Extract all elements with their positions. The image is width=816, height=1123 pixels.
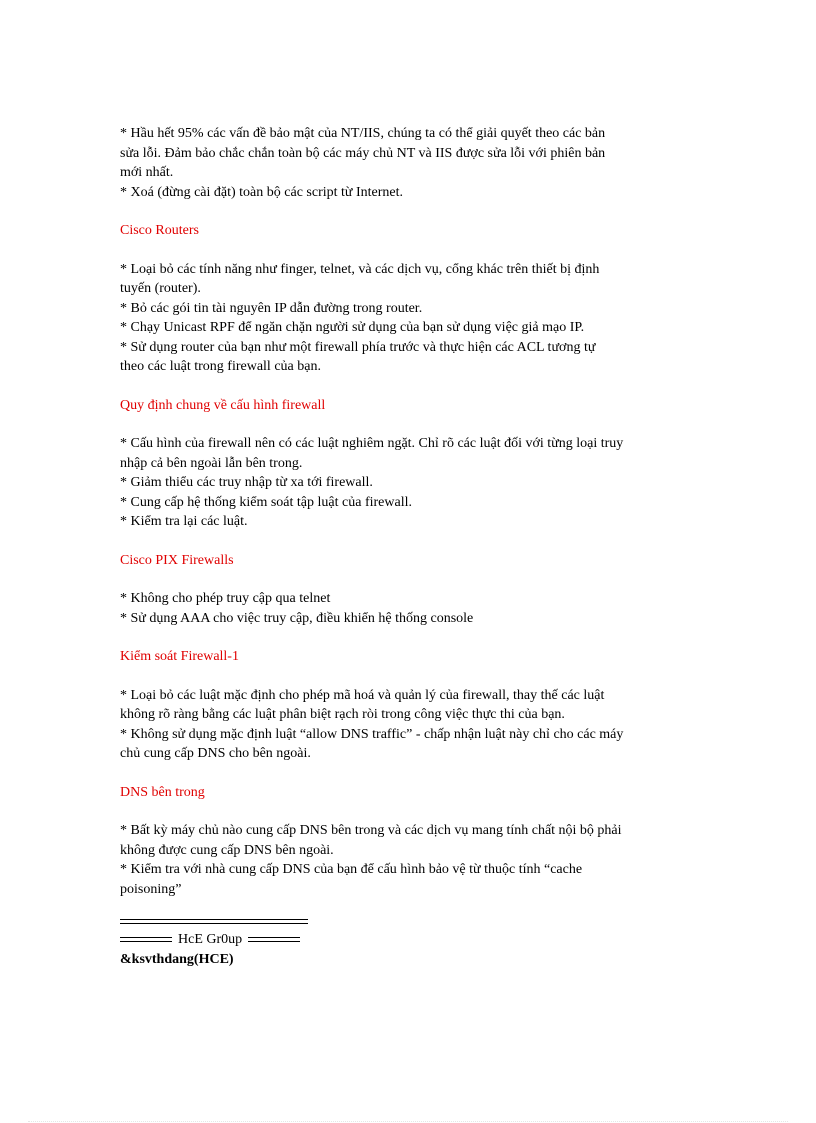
text-line: * Không cho phép truy cập qua telnet — [120, 591, 331, 606]
signature-block — [120, 919, 710, 969]
section-heading-internal-dns: DNS bên trong — [120, 784, 205, 800]
text-line: poisoning” — [120, 881, 182, 897]
section-heading-cisco-routers: Cisco Routers — [120, 223, 199, 238]
author-name: &ksvthdang(HCE) — [120, 951, 234, 967]
text-line: * Cung cấp hệ thống kiểm soát tập luật của firewall. — [120, 494, 412, 510]
text-line: * Hầu hết 95% các vấn đề bảo mật của NT/IIS, chúng ta có thể giải quyết theo các bản — [120, 126, 606, 141]
intro-paragraph — [120, 124, 710, 202]
text-line: * Bất kỳ máy chủ nào cung cấp DNS bên trong và các dịch vụ mang tính chất nội bộ phải — [120, 823, 622, 838]
document-body — [120, 124, 710, 969]
section-heading-firewall-1: Kiểm soát Firewall-1 — [120, 649, 239, 664]
section-body-cisco-routers — [120, 260, 710, 377]
section-body-firewall-rules — [120, 434, 710, 532]
double-rule-left — [120, 937, 172, 942]
text-line: * Sử dụng AAA cho việc truy cập, điều khiển hệ thống console — [120, 610, 474, 626]
text-line: tuyến (router). — [120, 281, 201, 296]
text-line: không rõ ràng bằng các luật phân biệt rạch ròi trong công việc thực thi của bạn. — [120, 707, 565, 722]
text-line: mới nhất. — [120, 165, 174, 180]
text-line: * Kiểm tra với nhà cung cấp DNS của bạn để cấu hình bảo vệ từ thuộc tính “cache — [120, 862, 583, 877]
section-body-cisco-pix — [120, 589, 710, 628]
section-heading-cisco-pix: Cisco PIX Firewalls — [120, 552, 234, 568]
group-signature-line — [120, 930, 710, 950]
text-line: * Loại bỏ các tính năng như finger, telnet, và các dịch vụ, cổng khác trên thiết bị định — [120, 261, 600, 277]
group-name: HcE Gr0up — [178, 932, 243, 947]
double-rule-right — [248, 937, 300, 942]
text-line: nhập cả bên ngoài lẫn bên trong. — [120, 455, 303, 471]
text-line: sửa lỗi. Đảm bảo chắc chắn toàn bộ các máy chủ NT và IIS được sửa lỗi với phiên bản — [120, 145, 606, 161]
page-bottom-border — [28, 1121, 788, 1122]
section-heading-firewall-rules: Quy định chung về cấu hình firewall — [120, 397, 326, 413]
text-line: * Không sử dụng mặc định luật “allow DNS traffic” - chấp nhận luật này chỉ cho các máy — [120, 726, 624, 742]
text-line: * Kiểm tra lại các luật. — [120, 514, 248, 529]
section-body-firewall-1 — [120, 686, 710, 764]
text-line: * Xoá (đừng cài đặt) toàn bộ các script từ Internet. — [120, 184, 404, 200]
text-line: * Loại bỏ các luật mặc định cho phép mã hoá và quản lý của firewall, thay thế các luật — [120, 687, 605, 703]
text-line: không được cung cấp DNS bên ngoài. — [120, 842, 334, 858]
text-line: * Sử dụng router của bạn như một firewall phía trước và thực hiện các ACL tương tự — [120, 339, 596, 355]
section-body-internal-dns — [120, 821, 710, 899]
text-line: chủ cung cấp DNS cho bên ngoài. — [120, 746, 311, 761]
text-line: * Chạy Unicast RPF để ngăn chặn người sử dụng của bạn sử dụng việc giả mạo IP. — [120, 320, 585, 335]
text-line: * Cấu hình của firewall nên có các luật nghiêm ngặt. Chỉ rõ các luật đối với từng loại truy — [120, 436, 624, 451]
text-line: theo các luật trong firewall của bạn. — [120, 359, 321, 374]
text-line: * Bỏ các gói tin tài nguyên IP dẫn đường trong router. — [120, 300, 423, 316]
text-line: * Giảm thiểu các truy nhập từ xa tới firewall. — [120, 475, 373, 490]
double-rule-divider — [120, 919, 308, 924]
